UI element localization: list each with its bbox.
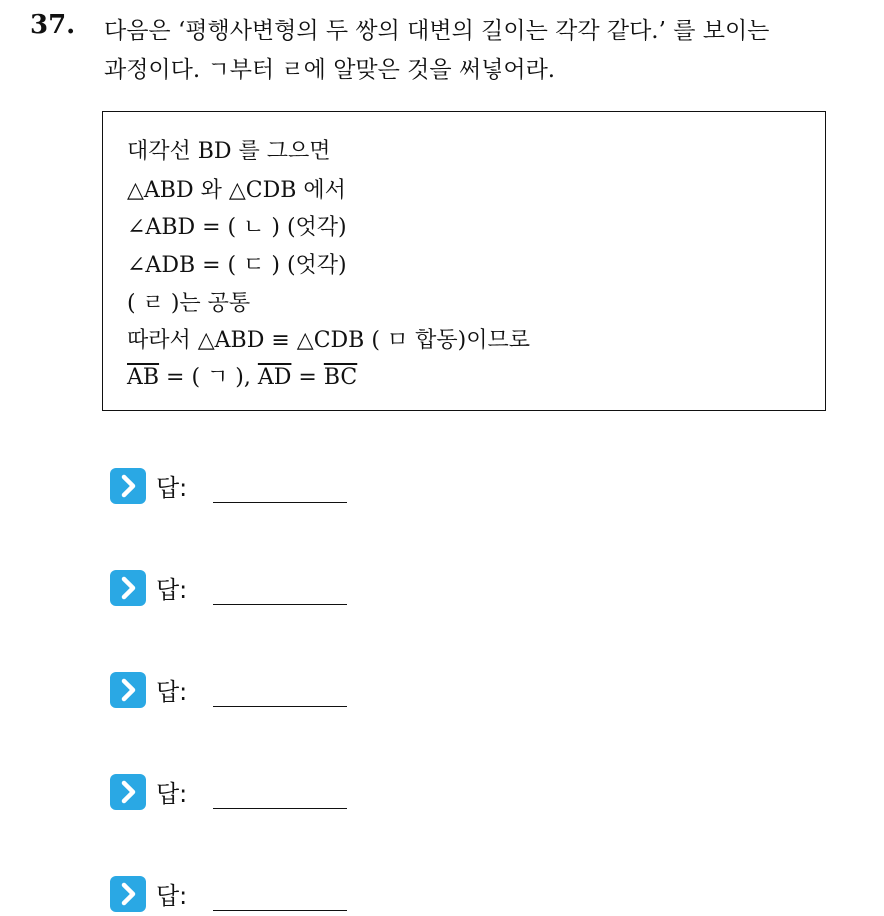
answer-label: 답:	[156, 780, 188, 808]
segment-ad: $\overline{AD}$	[257, 365, 292, 390]
answer-blank[interactable]	[213, 706, 347, 707]
segment-ab: $\overline{AB}$	[127, 365, 160, 390]
proof-box	[102, 111, 826, 411]
answer-label: 답:	[156, 882, 188, 910]
answer-label: 답:	[156, 474, 188, 502]
answer-blank[interactable]	[213, 910, 347, 911]
segment-bc: $\overline{BC}$	[323, 365, 358, 390]
chevron-right-icon	[110, 774, 146, 810]
proof-line-7	[127, 360, 357, 391]
answer-field-3[interactable]	[110, 670, 370, 710]
proof-line-7-eq: =	[291, 365, 324, 390]
proof-line-1: 대각선 BD 를 그으면	[127, 139, 331, 164]
answer-label: 답:	[156, 576, 188, 604]
proof-line-3: ∠ABD = ( ㄴ ) (엇각)	[127, 215, 347, 240]
question-line-2: 과정이다. ㄱ부터 ㄹ에 알맞은 것을 써넣어라.	[104, 57, 556, 83]
answer-label: 답:	[156, 678, 188, 706]
proof-line-5: ( ㄹ )는 공통	[127, 291, 251, 316]
proof-line-2: △ABD 와 △CDB 에서	[127, 178, 346, 203]
answer-field-5[interactable]	[110, 874, 370, 914]
proof-line-7-mid: = ( ㄱ ),	[159, 365, 258, 390]
answer-blank[interactable]	[213, 808, 347, 809]
proof-line-4: ∠ADB = ( ㄷ ) (엇각)	[127, 253, 347, 278]
proof-line-6: 따라서 △ABD ≡ △CDB ( ㅁ 합동)이므로	[127, 328, 530, 353]
chevron-right-icon	[110, 672, 146, 708]
answer-field-4[interactable]	[110, 772, 370, 812]
chevron-right-icon	[110, 570, 146, 606]
chevron-right-icon	[110, 876, 146, 912]
answer-field-2[interactable]	[110, 568, 370, 608]
answer-blank[interactable]	[213, 502, 347, 503]
answer-blank[interactable]	[213, 604, 347, 605]
answer-field-1[interactable]	[110, 466, 370, 506]
chevron-right-icon	[110, 468, 146, 504]
question-line-1: 다음은 ‘평행사변형의 두 쌍의 대변의 길이는 각각 같다.’ 를 보이는	[104, 18, 770, 44]
question-number: 37.	[30, 10, 76, 40]
